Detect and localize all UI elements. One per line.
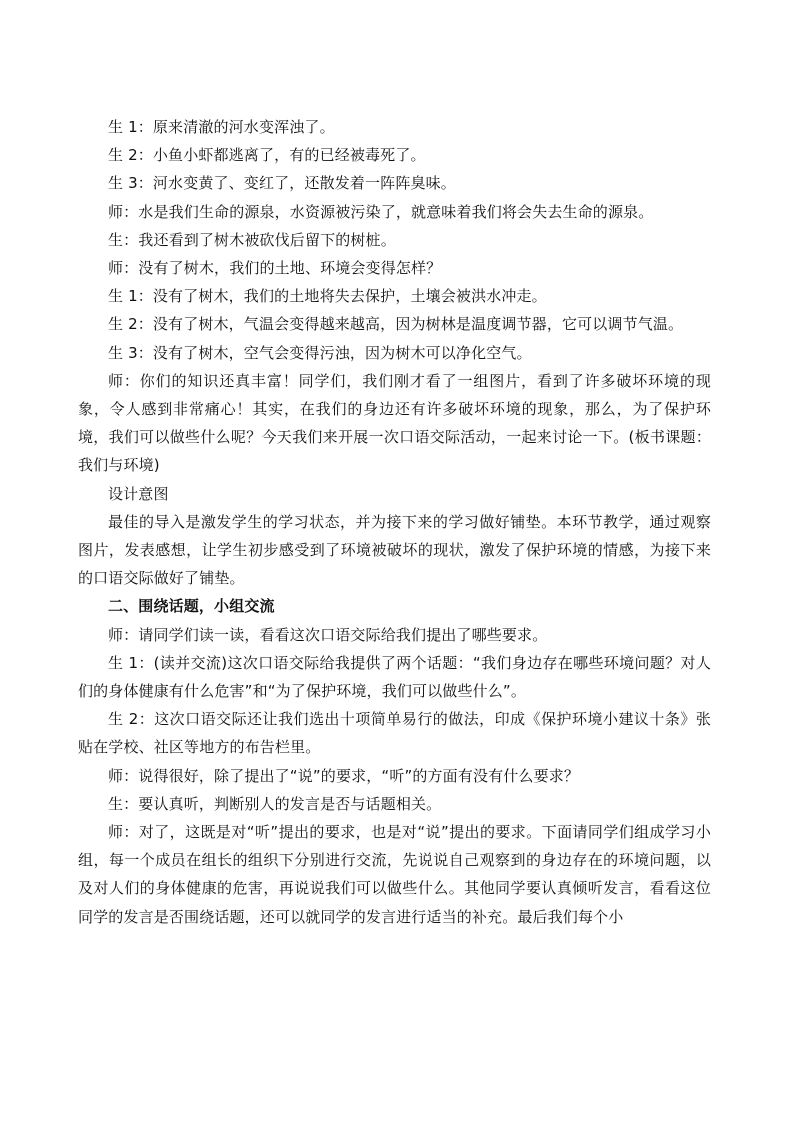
section-heading-group-discussion: 二、围绕话题，小组交流 (108, 597, 275, 616)
paragraph-student3-air: 生 3：没有了树木，空气会变得污浊，因为树木可以净化空气。 (108, 343, 532, 362)
section-design-intent: 设计意图 (108, 484, 169, 503)
paragraph-student2-suggestions: 生 2：这次口语交际还让我们选出十项简单易行的做法，印成《保护环境小建议十条》张贴在学校、社区等地方的布告栏里。 (78, 710, 711, 757)
paragraph-teacher-read: 师：请同学们读一读，看看这次口语交际给我们提出了哪些要求。 (108, 625, 548, 644)
paragraph-teacher-groups: 师：对了，这既是对“听”提出的要求，也是对“说”提出的要求。下面请同学们组成学习小组，每一个成员在组长的组织下分别进行交流，先说说自己观察到的身边存在的环境问题，以及对人们的身体健康的危害，再说说我们可以做些什么。其他同学要认真倾听发言，看看这位同学的发言是否围绕话题，还可以就同学的发言进行适当的补充。最后我们每个小 (78, 823, 711, 926)
paragraph-design-intent: 最佳的导入是激发学生的学习状态，并为接下来的学习做好铺垫。本环节教学，通过观察图片，发表感想，让学生初步感受到了环境被破坏的现状，激发了保护环境的情感，为接下来的口语交际做好了铺垫。 (78, 512, 711, 588)
paragraph-student-stumps: 生：我还看到了树木被砍伐后留下的树桩。 (108, 230, 396, 249)
paragraph-student2-temperature: 生 2：没有了树木，气温会变得越来越高，因为树林是温度调节器，它可以调节气温。 (108, 315, 684, 334)
paragraph-student1-topics: 生 1：(读并交流)这次口语交际给我提供了两个话题：“我们身边存在哪些环境问题？对人们的身体健康有什么危害”和“为了保护环境，我们可以做些什么”。 (78, 653, 711, 701)
paragraph-teacher-listen: 师：说得很好，除了提出了“说”的要求，“听”的方面有没有什么要求？ (108, 766, 580, 785)
paragraph-teacher-water: 师：水是我们生命的源泉，水资源被污染了，就意味着我们将会失去生命的源泉。 (108, 202, 654, 221)
paragraph-student1-soil: 生 1：没有了树木，我们的土地将失去保护，土壤会被洪水冲走。 (108, 287, 547, 306)
paragraph-student1-river: 生 1：原来清澈的河水变浑浊了。 (108, 118, 335, 136)
paragraph-student3-color: 生 3：河水变黄了、变红了，还散发着一阵阵臭味。 (108, 174, 456, 193)
paragraph-student-listen: 生：要认真听，判断别人的发言是否与话题相关。 (108, 794, 442, 813)
paragraph-teacher-question: 师：没有了树木，我们的土地、环境会变得怎样？ (108, 259, 442, 278)
paragraph-teacher-intro: 师：你们的知识还真丰富！同学们，我们刚才看了一组图片，看到了许多破坏环境的现象，令人感到非常痛心！其实，在我们的身边还有许多破坏环境的现象，那么，为了保护环境，我们可以做些什么呢？今天我们来开展一次口语交际活动，一起来讨论一下。(板书课题：我们与环境) (78, 371, 711, 475)
paragraph-student2-fish: 生 2：小鱼小虾都逃离了，有的已经被毒死了。 (108, 146, 426, 165)
